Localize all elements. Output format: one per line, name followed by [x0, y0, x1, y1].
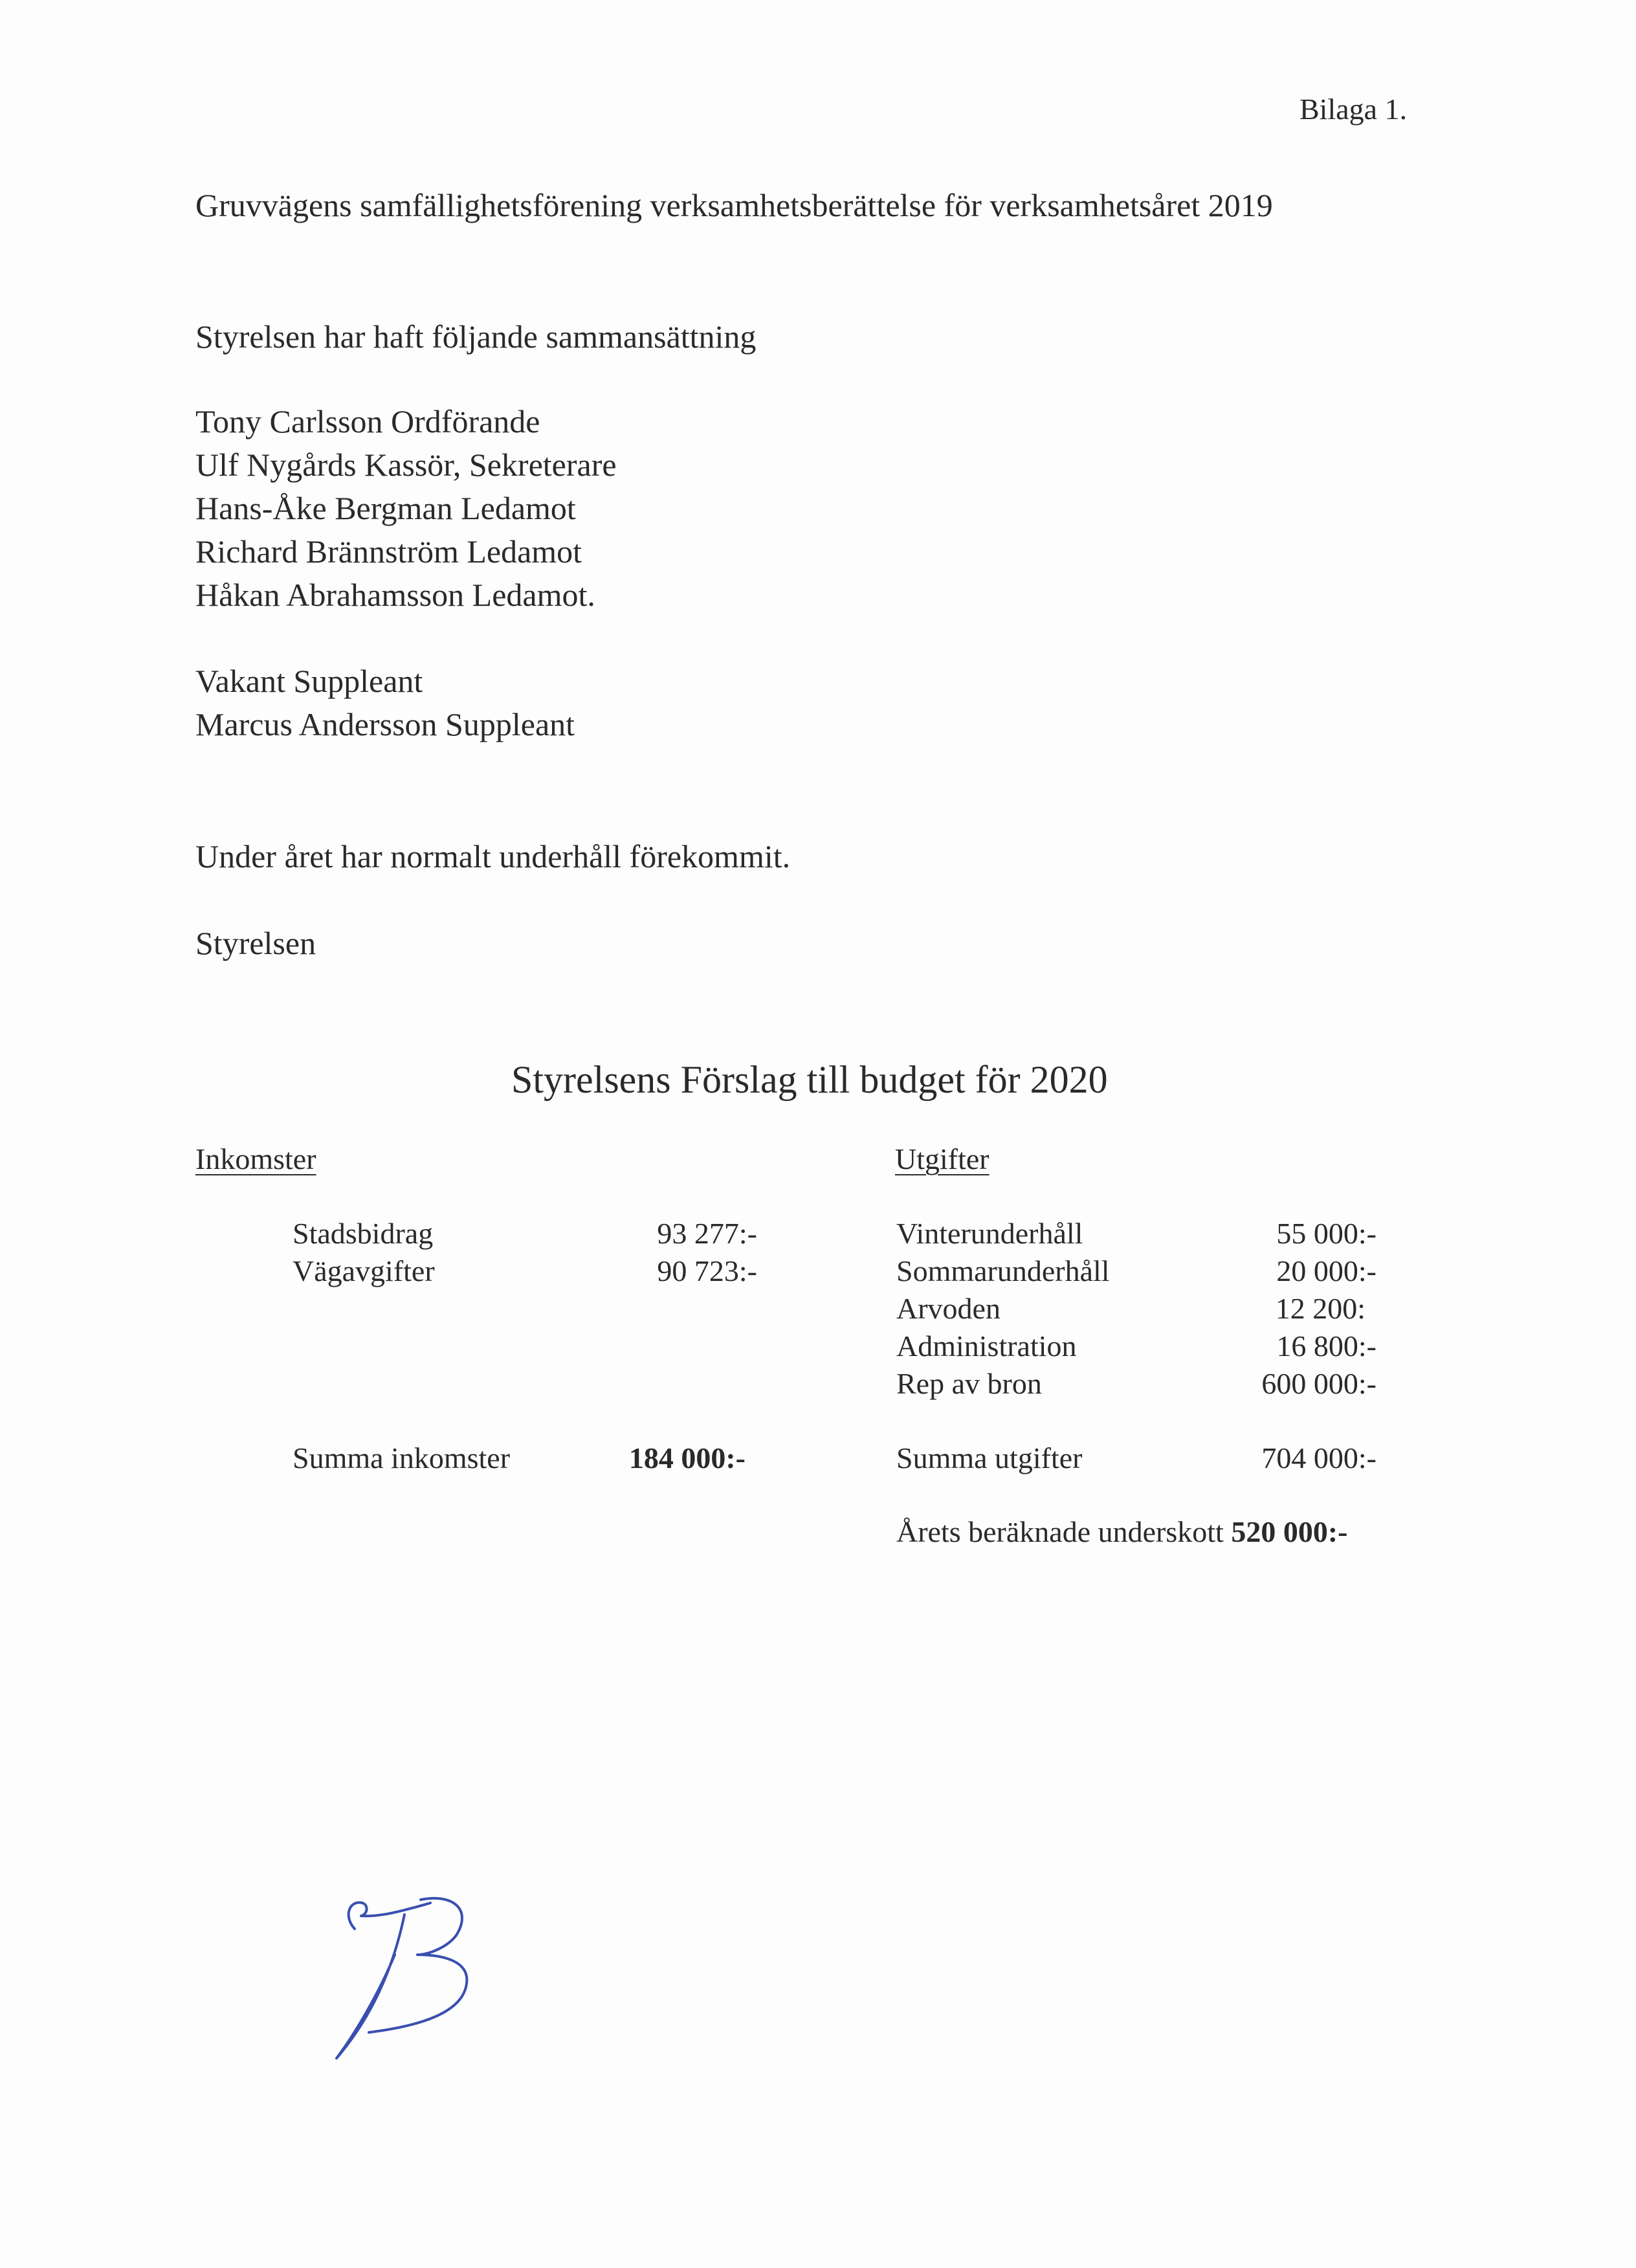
expense-total-amount: 704 000:-	[1261, 1441, 1376, 1474]
board-member: Ulf Nygårds Kassör, Sekreterare	[195, 447, 617, 483]
board-member: Tony Carlsson Ordförande	[195, 403, 540, 439]
deficit-amount: 520 000:-	[1231, 1515, 1348, 1548]
expense-total-label: Summa utgifter	[896, 1441, 1083, 1474]
income-total-amount: 184 000:-	[628, 1441, 746, 1474]
signature-initials	[324, 1864, 492, 2078]
deputy-member: Marcus Andersson Suppleant	[195, 706, 575, 742]
income-item-label: Stadsbidrag	[293, 1217, 434, 1250]
board-member: Hans-Åke Bergman Ledamot	[195, 490, 576, 526]
signed-by: Styrelsen	[195, 925, 316, 961]
expense-item-label: Arvoden	[896, 1292, 1000, 1325]
expense-item-label: Sommarunderhåll	[896, 1254, 1110, 1287]
expense-item-amount: 12 200:	[1275, 1292, 1365, 1325]
deputy-member: Vakant Suppleant	[195, 663, 423, 699]
income-item-amount: 90 723:-	[657, 1254, 757, 1287]
expense-item-label: Rep av bron	[896, 1367, 1042, 1400]
income-total-label: Summa inkomster	[293, 1441, 511, 1474]
income-item-label: Vägavgifter	[293, 1254, 435, 1287]
expense-item-amount: 16 800:-	[1276, 1329, 1376, 1362]
budget-title: Styrelsens Förslag till budget för 2020	[511, 1058, 1108, 1101]
board-member: Richard Brännström Ledamot	[195, 533, 582, 570]
income-heading: Inkomster	[195, 1142, 316, 1175]
expenses-heading: Utgifter	[895, 1142, 989, 1175]
attachment-label: Bilaga 1.	[1299, 93, 1408, 126]
maintenance-statement: Under året har normalt underhåll förekommit.	[195, 838, 791, 874]
expense-item-label: Administration	[896, 1329, 1077, 1362]
deficit-line	[896, 1517, 1347, 1547]
expense-item-amount: 55 000:-	[1276, 1217, 1376, 1250]
expense-item-amount: 600 000:-	[1261, 1367, 1376, 1400]
board-intro: Styrelsen har haft följande sammansättning	[195, 318, 757, 355]
report-title: Gruvvägens samfällighetsförening verksamhetsberättelse för verksamhetsåret 2019	[195, 187, 1273, 223]
expense-item-amount: 20 000:-	[1276, 1254, 1376, 1287]
expense-item-label: Vinterunderhåll	[896, 1217, 1083, 1250]
income-item-amount: 93 277:-	[657, 1217, 757, 1250]
deficit-label: Årets beräknade underskott	[896, 1515, 1224, 1548]
board-member: Håkan Abrahamsson Ledamot.	[195, 577, 595, 613]
